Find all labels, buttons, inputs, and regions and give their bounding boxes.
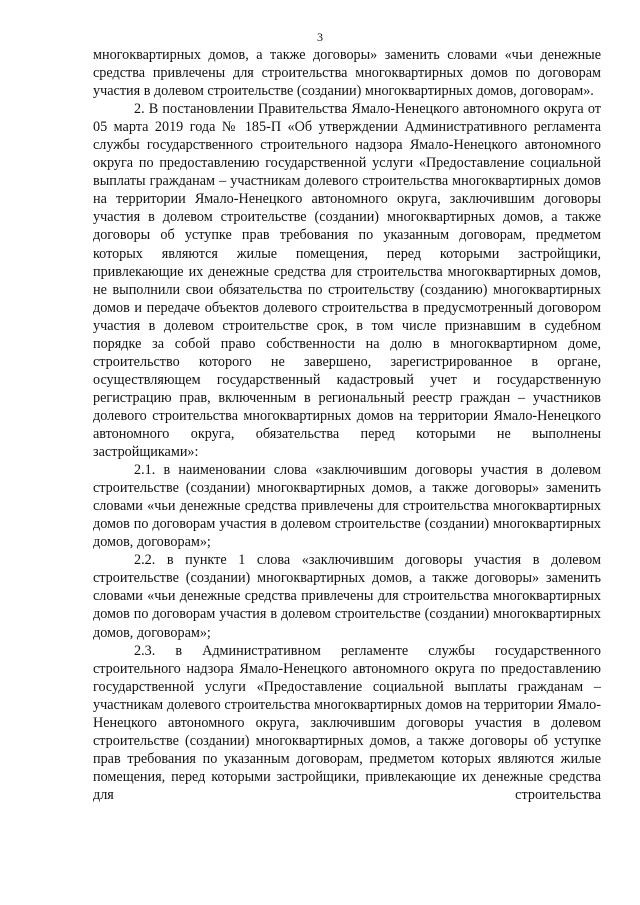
paragraph-item-2-3: 2.3. в Административном регламенте службы государственного строительного надзора Ямало-Ненецкого автономного округа по предоставлению государственной услуги «Предоставление социальной выплаты гражданам – участникам долевого строительства многоквартирных домов на территории Ямало-Ненецкого автономного округа, заключившим договоры участия в долевом строительстве (создании) многоквартирных домов, а также договоры об уступке прав требования по указанным договорам, предметом которых являются жилые помещения, перед которыми застройщики, привлекающие их денежные средства для строительства <box>93 642 601 803</box>
paragraph-item-2: 2. В постановлении Правительства Ямало-Ненецкого автономного округа от 05 марта 2019 года № 185-П «Об утверждении Административного регламента службы государственного строительного надзора Ямало-Ненецкого автономного округа по предоставлению государственной услуги «Предоставление социальной выплаты гражданам – участникам долевого строительства многоквартирных домов на территории Ямало-Ненецкого автономного округа, заключившим договоры участия в долевом строительстве (создании) многоквартирных домов, а также договоры об уступке прав требования по указанным договорам, предметом которых являются жилые помещения, перед которыми застройщики, привлекающие их денежные средства для строительства многоквартирных домов, не выполнили свои обязательства по строительству (созданию) многоквартирных домов и передаче объектов долевого строительства в предусмотренный договором участия в долевом строительстве срок, в том числе признавшим в судебном порядке за собой право собственности на долю в многоквартирном доме, строительство которого не завершено, зарегистрированное в органе, осуществляющем государственный кадастровый учет и государственную регистрацию прав, включенным в региональный реестр граждан – участников долевого строительства многоквартирных домов на территории Ямало-Ненецкого автономного округа, обязательства перед которыми не выполнены застройщиками»: <box>93 101 601 461</box>
paragraph-continuation: многоквартирных домов, а также договоры» заменить словами «чьи денежные средства привлечены для строительства многоквартирных домов по договорам участия в долевом строительстве (создании) многоквартирных домов, договорам». <box>93 47 601 100</box>
paragraph-item-2-1: 2.1. в наименовании слова «заключившим договоры участия в долевом строительстве (создании) многоквартирных домов, а также договоры» заменить словами «чьи денежные средства привлечены для строительства многоквартирных домов по договорам участия в долевом строительстве (создании) многоквартирных домов, договорам»; <box>93 462 601 551</box>
paragraph-item-2-2: 2.2. в пункте 1 слова «заключившим договоры участия в долевом строительстве (создании) многоквартирных домов, а также договоры» заменить словами «чьи денежные средства привлечены для строительства многоквартирных домов по договорам участия в долевом строительстве (создании) многоквартирных домов, договорам»; <box>93 552 601 641</box>
page-number: 3 <box>317 30 323 44</box>
document-body <box>93 46 601 804</box>
